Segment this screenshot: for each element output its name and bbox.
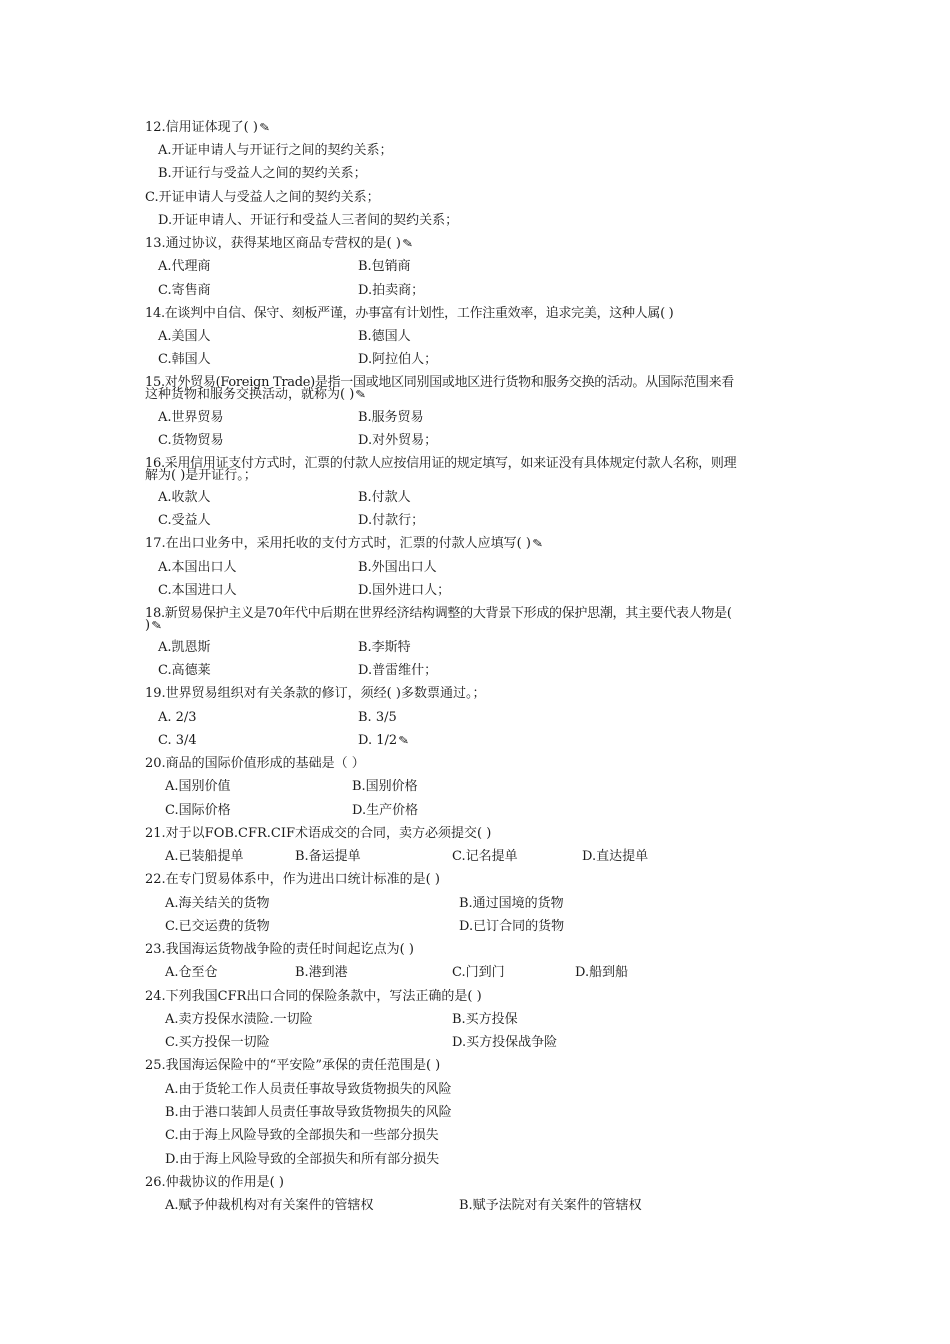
question-21-option-c: C.记名提单 (452, 849, 518, 864)
question-19-option-b: B. 3/5 (358, 710, 397, 725)
question-26-option-b: B.赋予法院对有关案件的管辖权 (459, 1198, 642, 1213)
edit-mark-icon: ✎ (355, 388, 367, 401)
question-17-option-a: A.本国出口人 (158, 560, 237, 575)
question-21-option-a: A.已装船提单 (165, 849, 244, 864)
question-23-option-a: A.仓至仓 (165, 965, 218, 980)
question-18-option-d: D.普雷维什； (358, 663, 438, 678)
question-14-stem: 14.在谈判中自信、保守、刻板严谨，办事富有计划性，工作注重效率，追求完美，这种人属( ) (145, 306, 674, 321)
question-17-option-d: D.国外进口人； (358, 583, 451, 598)
question-23-option-d: D.船到船 (575, 965, 629, 980)
question-22-option-d: D.已订合同的货物 (459, 919, 565, 934)
question-17-option-c: C.本国进口人 (158, 583, 237, 598)
question-12-option-d: D.开证申请人、开证行和受益人三者间的契约关系； (158, 213, 459, 228)
question-21-stem: 21.对于以FOB.CFR.CIF术语成交的合同，卖方必须提交( ) (145, 826, 492, 841)
question-14-option-c: C.韩国人 (158, 352, 211, 367)
question-24-option-a: A.卖方投保水渍险.一切险 (165, 1012, 313, 1027)
question-25-option-c: C.由于海上风险导致的全部损失和一些部分损失 (165, 1128, 439, 1143)
question-23-option-b: B.港到港 (295, 965, 348, 980)
edit-mark-icon: ✎ (402, 237, 414, 250)
question-12-option-b: B.开证行与受益人之间的契约关系； (158, 166, 367, 181)
question-12-option-a: A.开证申请人与开证行之间的契约关系； (158, 143, 393, 158)
edit-mark-icon: ✎ (259, 121, 271, 134)
question-14-option-b: B.德国人 (358, 329, 411, 344)
question-12-stem: 12.信用证体现了( )✎ (145, 120, 271, 135)
question-21-option-d: D.直达提单 (582, 849, 649, 864)
question-24-option-c: C.买方投保一切险 (165, 1035, 270, 1050)
question-25-option-d: D.由于海上风险导致的全部损失和所有部分损失 (165, 1152, 440, 1167)
question-20-option-d: D.生产价格 (352, 803, 419, 818)
question-18-option-b: B.李斯特 (358, 640, 411, 655)
edit-mark-icon: ✎ (151, 619, 163, 632)
question-13-option-c: C.寄售商 (158, 283, 211, 298)
question-24-option-b: B.买方投保 (452, 1012, 518, 1027)
question-22-option-a: A.海关结关的货物 (165, 896, 270, 911)
question-16-option-b: B.付款人 (358, 490, 411, 505)
question-20-stem: 20.商品的国际价值形成的基础是（ ） (145, 756, 365, 771)
question-17-option-b: B.外国出口人 (358, 560, 437, 575)
question-25-option-b: B.由于港口装卸人员责任事故导致货物损失的风险 (165, 1105, 452, 1120)
edit-mark-icon: ✎ (398, 734, 410, 747)
question-18-option-c: C.高德莱 (158, 663, 211, 678)
question-13-option-d: D.拍卖商； (358, 283, 425, 298)
question-15-stem-line-1: 15.对外贸易(Foreign Trade)是指一国或地区同别国或地区进行货物和服务交换的活动。从国际范围来看 (145, 375, 734, 390)
question-16-stem-line-2: 解为( )是开证行。； (145, 468, 257, 483)
question-23-stem: 23.我国海运货物战争险的责任时间起讫点为( ) (145, 942, 414, 957)
question-12-option-c: C.开证申请人与受益人之间的契约关系； (145, 190, 380, 205)
question-21-option-b: B.备运提单 (295, 849, 361, 864)
question-22-option-b: B.通过国境的货物 (459, 896, 564, 911)
question-25-stem: 25.我国海运保险中的“平安险”承保的责任范围是( ) (145, 1058, 441, 1073)
question-13-option-b: B.包销商 (358, 259, 411, 274)
question-24-option-d: D.买方投保战争险 (452, 1035, 558, 1050)
question-18-stem-line-2: )✎ (145, 618, 163, 633)
question-13-stem: 13.通过协议，获得某地区商品专营权的是( )✎ (145, 236, 414, 251)
question-15-option-d: D.对外贸易； (358, 433, 438, 448)
question-13-option-a: A.代理商 (158, 259, 211, 274)
question-16-stem-line-1: 16.采用信用证支付方式时，汇票的付款人应按信用证的规定填写，如来证没有具体规定付款人名称，则理 (145, 456, 737, 471)
question-16-option-a: A.收款人 (158, 490, 211, 505)
question-26-stem: 26.仲裁协议的作用是( ) (145, 1175, 284, 1190)
question-18-stem-line-1: 18.新贸易保护主义是70年代中后期在世界经济结构调整的大背景下形成的保护思潮，其主要代表人物是( (145, 606, 732, 621)
question-23-option-c: C.门到门 (452, 965, 505, 980)
question-15-option-b: B.服务贸易 (358, 410, 424, 425)
question-22-option-c: C.已交运费的货物 (165, 919, 270, 934)
question-19-stem: 19.世界贸易组织对有关条款的修订，须经( )多数票通过。； (145, 686, 486, 701)
question-26-option-a: A.赋予仲裁机构对有关案件的管辖权 (165, 1198, 374, 1213)
question-19-option-d: D. 1/2✎ (358, 733, 410, 748)
question-19-option-c: C. 3/4 (158, 733, 197, 748)
question-17-stem: 17.在出口业务中，采用托收的支付方式时，汇票的付款人应填写( )✎ (145, 536, 544, 551)
question-22-stem: 22.在专门贸易体系中，作为进出口统计标准的是( ) (145, 872, 440, 887)
question-16-option-c: C.受益人 (158, 513, 211, 528)
question-25-option-a: A.由于货轮工作人员责任事故导致货物损失的风险 (165, 1082, 452, 1097)
question-16-option-d: D.付款行； (358, 513, 425, 528)
question-18-option-a: A.凯恩斯 (158, 640, 211, 655)
question-15-option-c: C.货物贸易 (158, 433, 224, 448)
edit-mark-icon: ✎ (532, 537, 544, 550)
question-19-option-a: A. 2/3 (158, 710, 197, 725)
question-14-option-a: A.美国人 (158, 329, 211, 344)
question-20-option-c: C.国际价格 (165, 803, 231, 818)
question-15-stem-line-2: 这种货物和服务交换活动，就称为( )✎ (145, 387, 367, 402)
question-20-option-b: B.国别价格 (352, 779, 418, 794)
question-14-option-d: D.阿拉伯人； (358, 352, 438, 367)
question-24-stem: 24.下列我国CFR出口合同的保险条款中，写法正确的是( ) (145, 989, 482, 1004)
question-15-option-a: A.世界贸易 (158, 410, 224, 425)
question-20-option-a: A.国别价值 (165, 779, 231, 794)
